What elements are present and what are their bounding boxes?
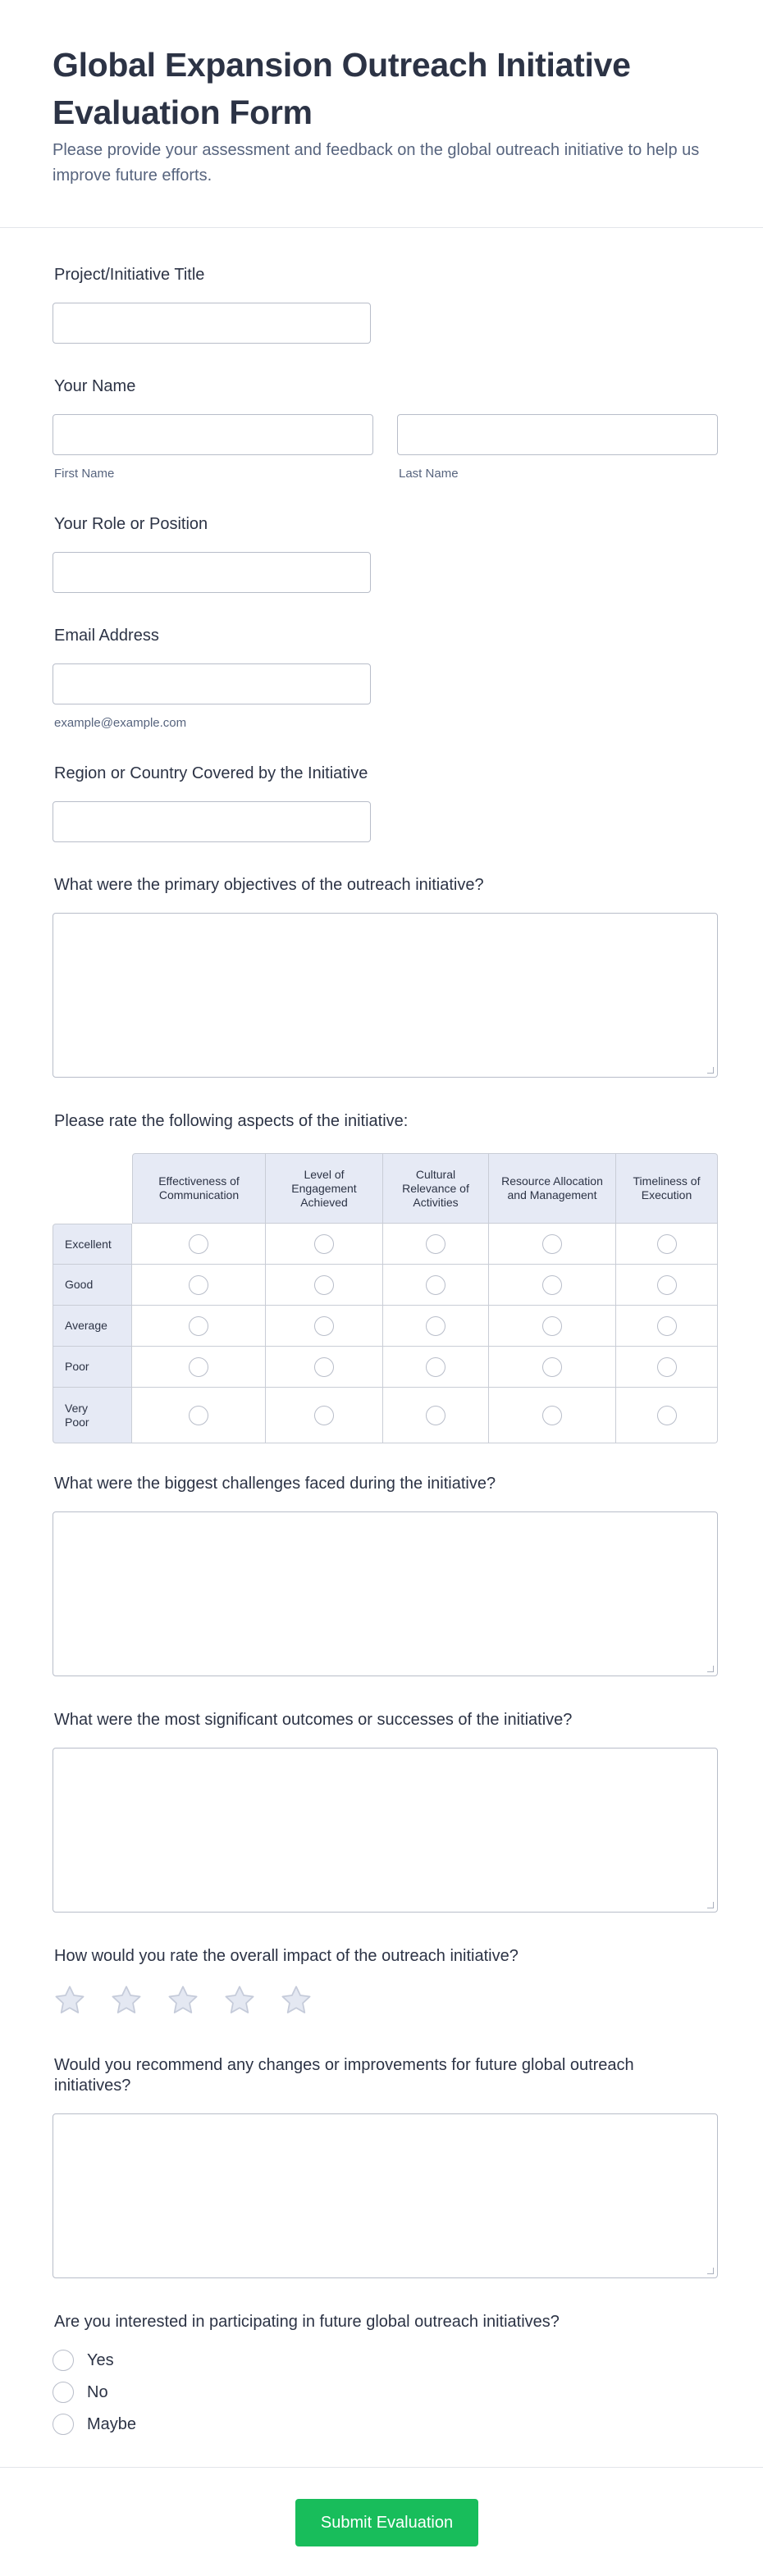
region-label: Region or Country Covered by the Initiative [54,764,368,782]
grid-row-label: Average [53,1306,132,1347]
email-label: Email Address [54,627,159,645]
project-title-label: Project/Initiative Title [54,266,205,284]
grid-column-header: Level of Engagement Achieved [266,1153,383,1224]
option-no[interactable] [53,2382,108,2403]
form-body [0,228,763,2467]
grid-radio[interactable] [426,1316,445,1336]
grid-radio[interactable] [542,1234,562,1254]
grid-row-label: Poor [53,1347,132,1388]
grid-radio[interactable] [314,1357,334,1377]
form-title: Global Expansion Outreach Initiative Evaluation Form [53,46,631,131]
region-input[interactable] [53,801,371,842]
impact-label: How would you rate the overall impact of the outreach initiative? [54,1947,519,1965]
option-no-label: No [87,2382,108,2401]
option-maybe[interactable] [53,2414,136,2435]
grid-radio[interactable] [657,1406,677,1425]
challenges-textarea[interactable] [53,1511,718,1676]
email-sublabel: example@example.com [54,716,187,730]
rating-grid [53,1153,718,1443]
option-yes[interactable] [53,2350,114,2371]
grid-radio[interactable] [657,1234,677,1254]
resize-grip[interactable] [707,2268,714,2274]
grid-radio[interactable] [314,1275,334,1295]
first-name-sublabel: First Name [54,467,115,481]
role-input[interactable] [53,552,371,593]
radio-maybe[interactable] [53,2414,74,2435]
grid-radio[interactable] [426,1275,445,1295]
grid-radio[interactable] [542,1275,562,1295]
grid-radio[interactable] [542,1316,562,1336]
objectives-label: What were the primary objectives of the outreach initiative? [54,876,484,894]
grid-radio[interactable] [189,1316,208,1336]
star-icon[interactable] [53,1983,87,2017]
radio-yes[interactable] [53,2350,74,2371]
form-footer [0,2467,763,2576]
star-rating [53,1983,336,2017]
grid-radio[interactable] [657,1357,677,1377]
outcomes-label: What were the most significant outcomes or successes of the initiative? [54,1711,573,1729]
grid-radio[interactable] [657,1275,677,1295]
grid-radio[interactable] [542,1357,562,1377]
project-title-input[interactable] [53,303,371,344]
star-icon[interactable] [279,1983,313,2017]
option-maybe-label: Maybe [87,2414,137,2433]
star-icon[interactable] [109,1983,144,2017]
first-name-input[interactable] [53,414,373,455]
grid-row-label: Excellent [53,1224,132,1265]
grid-corner [53,1153,132,1224]
grid-radio[interactable] [314,1406,334,1425]
improvements-label: Would you recommend any changes or improvements for future global outreach initiatives? [54,2056,634,2095]
last-name-input[interactable] [397,414,718,455]
grid-column-header: Resource Allocation and Management [489,1153,616,1224]
grid-column-header: Effectiveness of Communication [132,1153,266,1224]
improvements-textarea[interactable] [53,2113,718,2278]
objectives-textarea[interactable] [53,913,718,1078]
rating-grid-label: Please rate the following aspects of the initiative: [54,1112,409,1130]
grid-column-header: Cultural Relevance of Activities [383,1153,489,1224]
star-icon[interactable] [166,1983,200,2017]
future-participation-label: Are you interested in participating in future global outreach initiatives? [54,2313,560,2331]
grid-radio[interactable] [426,1357,445,1377]
star-icon[interactable] [222,1983,257,2017]
role-label: Your Role or Position [54,515,208,533]
challenges-label: What were the biggest challenges faced during the initiative? [54,1475,496,1493]
option-yes-label: Yes [87,2350,114,2369]
grid-row-label: Very Poor [53,1388,132,1443]
name-label: Your Name [54,377,136,395]
form-header [0,0,763,228]
grid-radio[interactable] [189,1275,208,1295]
grid-radio[interactable] [426,1406,445,1425]
grid-radio[interactable] [426,1234,445,1254]
resize-grip[interactable] [707,1666,714,1672]
grid-radio[interactable] [314,1234,334,1254]
grid-row-label: Good [53,1265,132,1306]
last-name-sublabel: Last Name [399,467,459,481]
grid-radio[interactable] [657,1316,677,1336]
resize-grip[interactable] [707,1067,714,1074]
grid-radio[interactable] [542,1406,562,1425]
outcomes-textarea[interactable] [53,1748,718,1913]
grid-radio[interactable] [189,1406,208,1425]
resize-grip[interactable] [707,1902,714,1908]
grid-radio[interactable] [189,1357,208,1377]
email-input[interactable] [53,663,371,704]
submit-button[interactable]: Submit Evaluation [295,2499,478,2546]
form-description: Please provide your assessment and feedback on the global outreach initiative to help us improve future efforts. [53,141,700,185]
grid-column-header: Timeliness of Execution [616,1153,718,1224]
radio-no[interactable] [53,2382,74,2403]
grid-radio[interactable] [314,1316,334,1336]
grid-radio[interactable] [189,1234,208,1254]
